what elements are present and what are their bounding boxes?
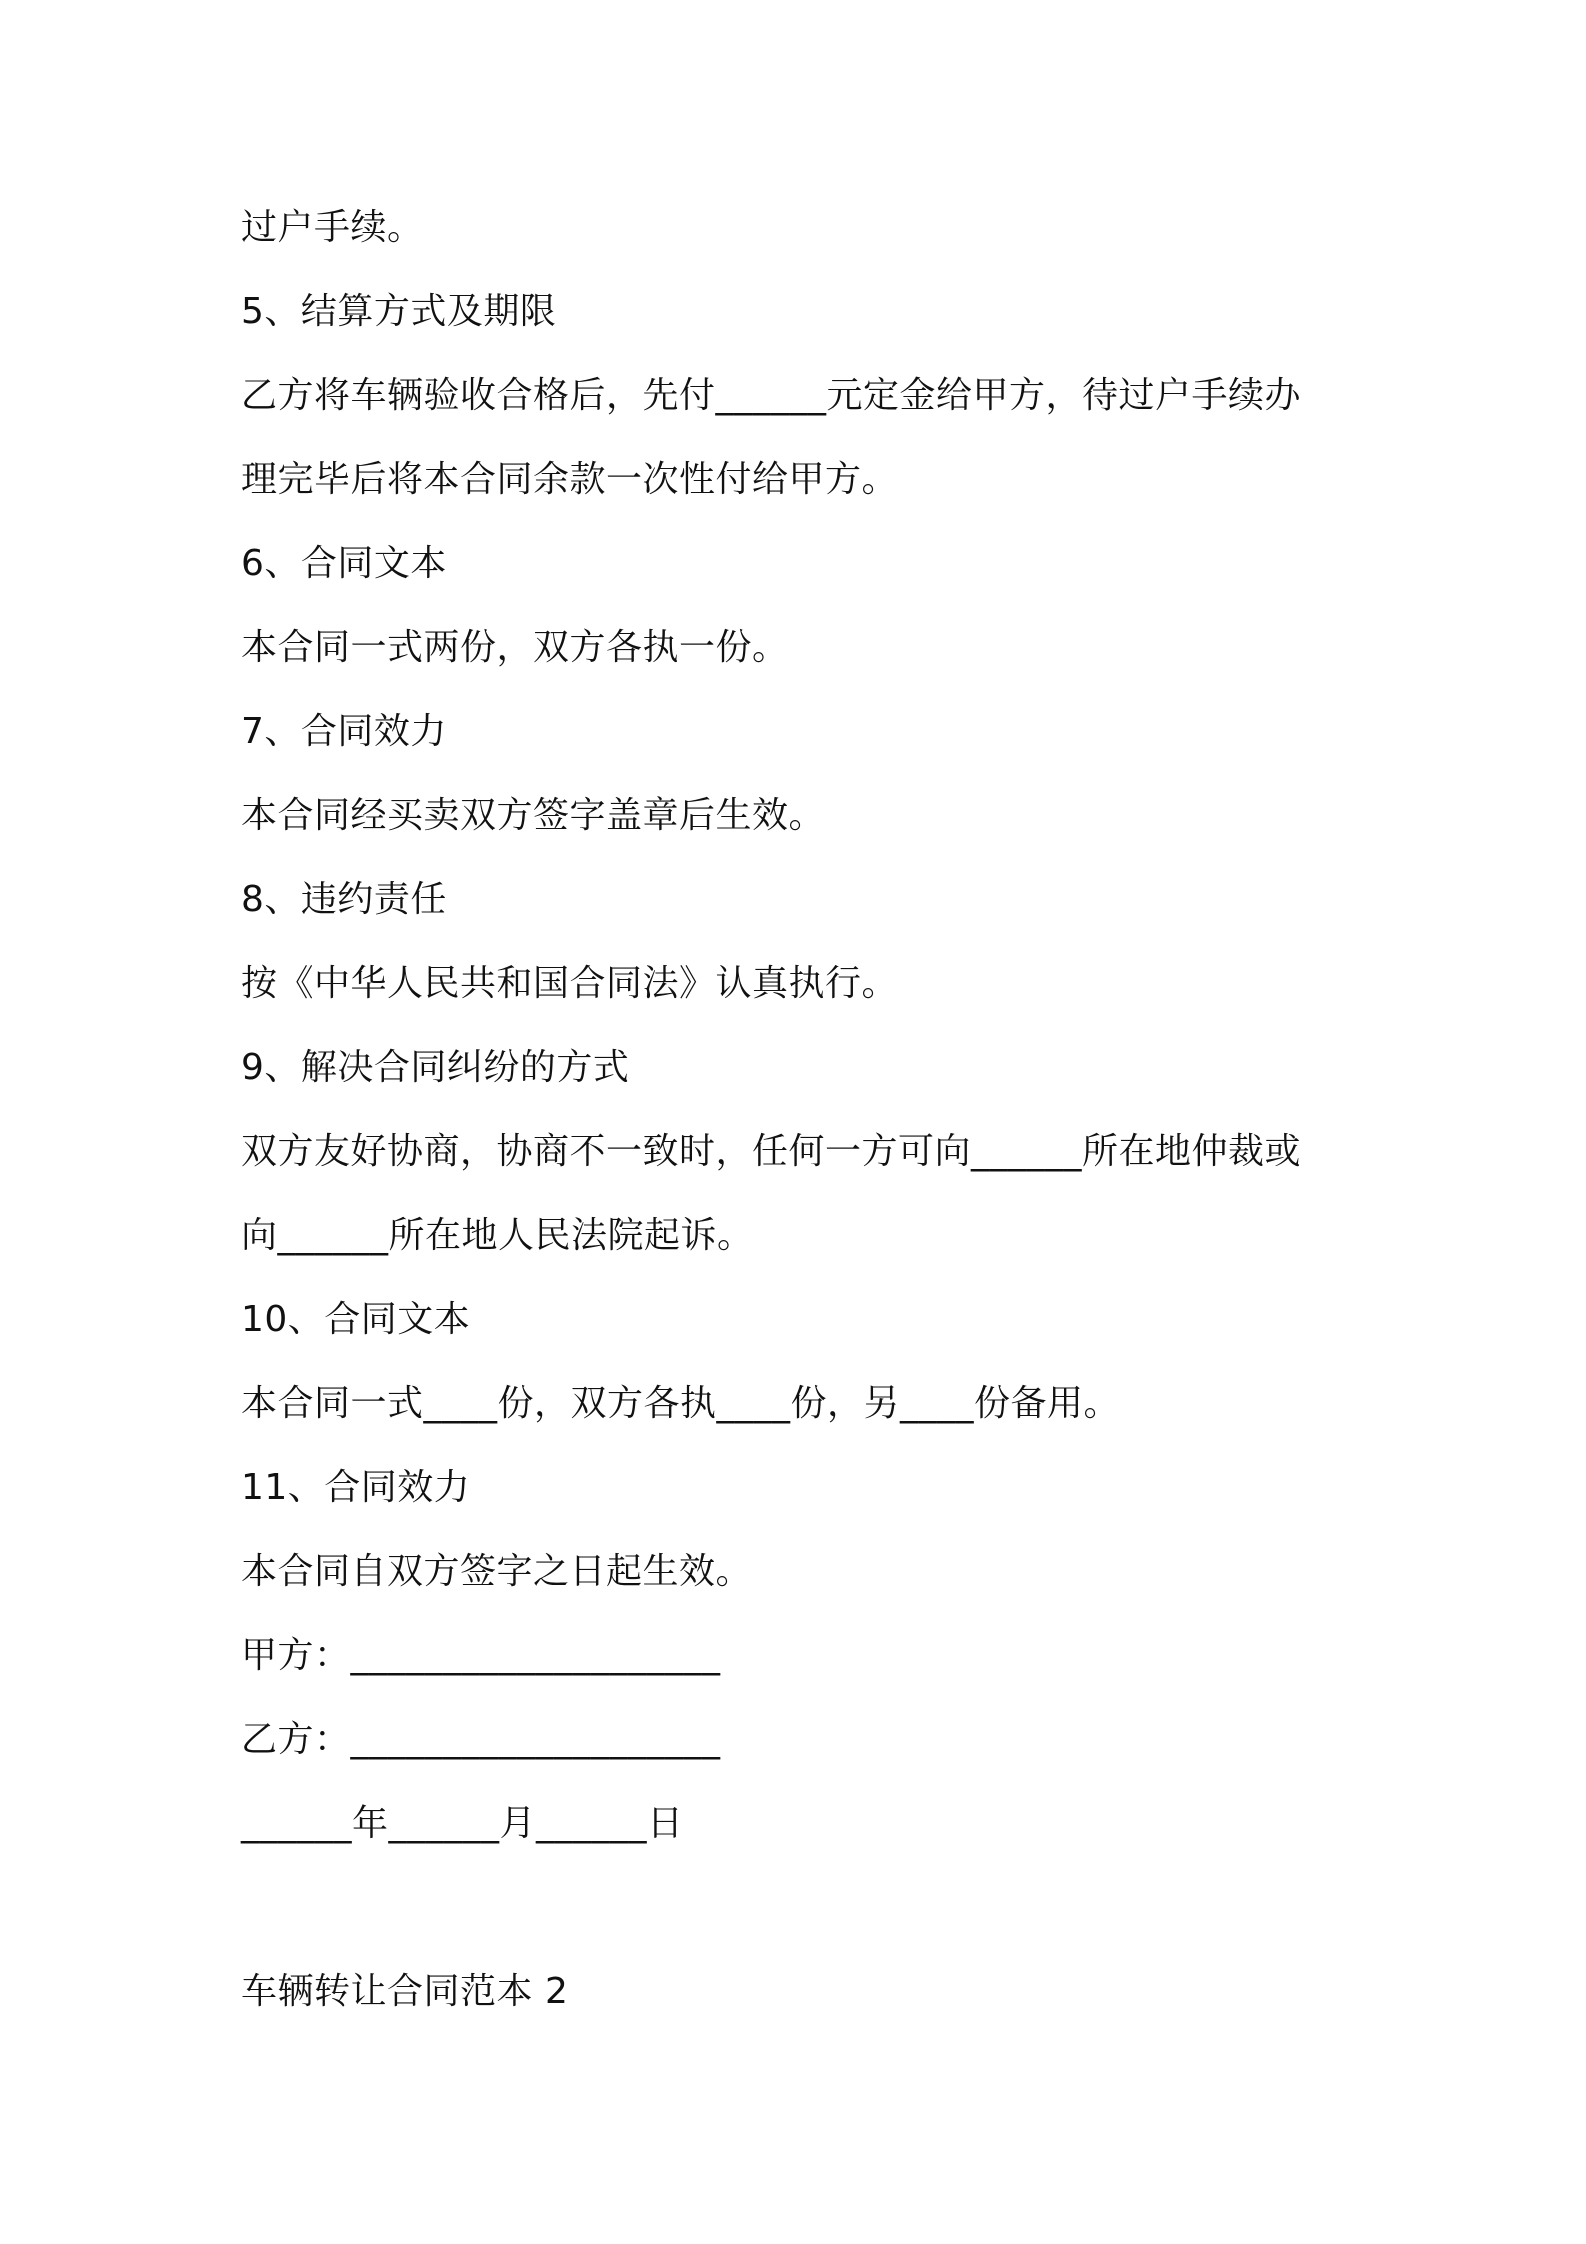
text-line: 乙方将车辆验收合格后，先付______元定金给甲方，待过户手续办 [241, 375, 1302, 416]
section-heading: 9、解决合同纠纷的方式 [241, 1047, 630, 1088]
text-line: 本合同一式两份，双方各执一份。 [241, 627, 789, 668]
section-heading: 7、合同效力 [241, 711, 447, 752]
text-line: 本合同一式____份，双方各执____份，另____份备用。 [241, 1383, 1121, 1424]
text-line: 理完毕后将本合同余款一次性付给甲方。 [241, 459, 899, 500]
text-line: 双方友好协商，协商不一致时，任何一方可向______所在地仲裁或 [241, 1131, 1302, 1172]
signature-party-b: 乙方：____________________ [241, 1719, 721, 1760]
text-line: 过户手续。 [241, 207, 424, 248]
text-line: 向______所在地人民法院起诉。 [241, 1215, 754, 1256]
signature-date: ______年______月______日 [241, 1803, 684, 1844]
text-line: 按《中华人民共和国合同法》认真执行。 [241, 963, 899, 1004]
section-heading: 5、结算方式及期限 [241, 291, 557, 332]
text-line: 本合同自双方签字之日起生效。 [241, 1551, 753, 1592]
signature-party-a: 甲方：____________________ [241, 1635, 721, 1676]
document-subtitle: 车辆转让合同范本 2 [241, 1971, 569, 2012]
section-heading: 10、合同文本 [241, 1299, 471, 1340]
section-heading: 11、合同效力 [241, 1467, 471, 1508]
text-line: 本合同经买卖双方签字盖章后生效。 [241, 795, 826, 836]
section-heading: 6、合同文本 [241, 543, 447, 584]
section-heading: 8、违约责任 [241, 879, 447, 920]
